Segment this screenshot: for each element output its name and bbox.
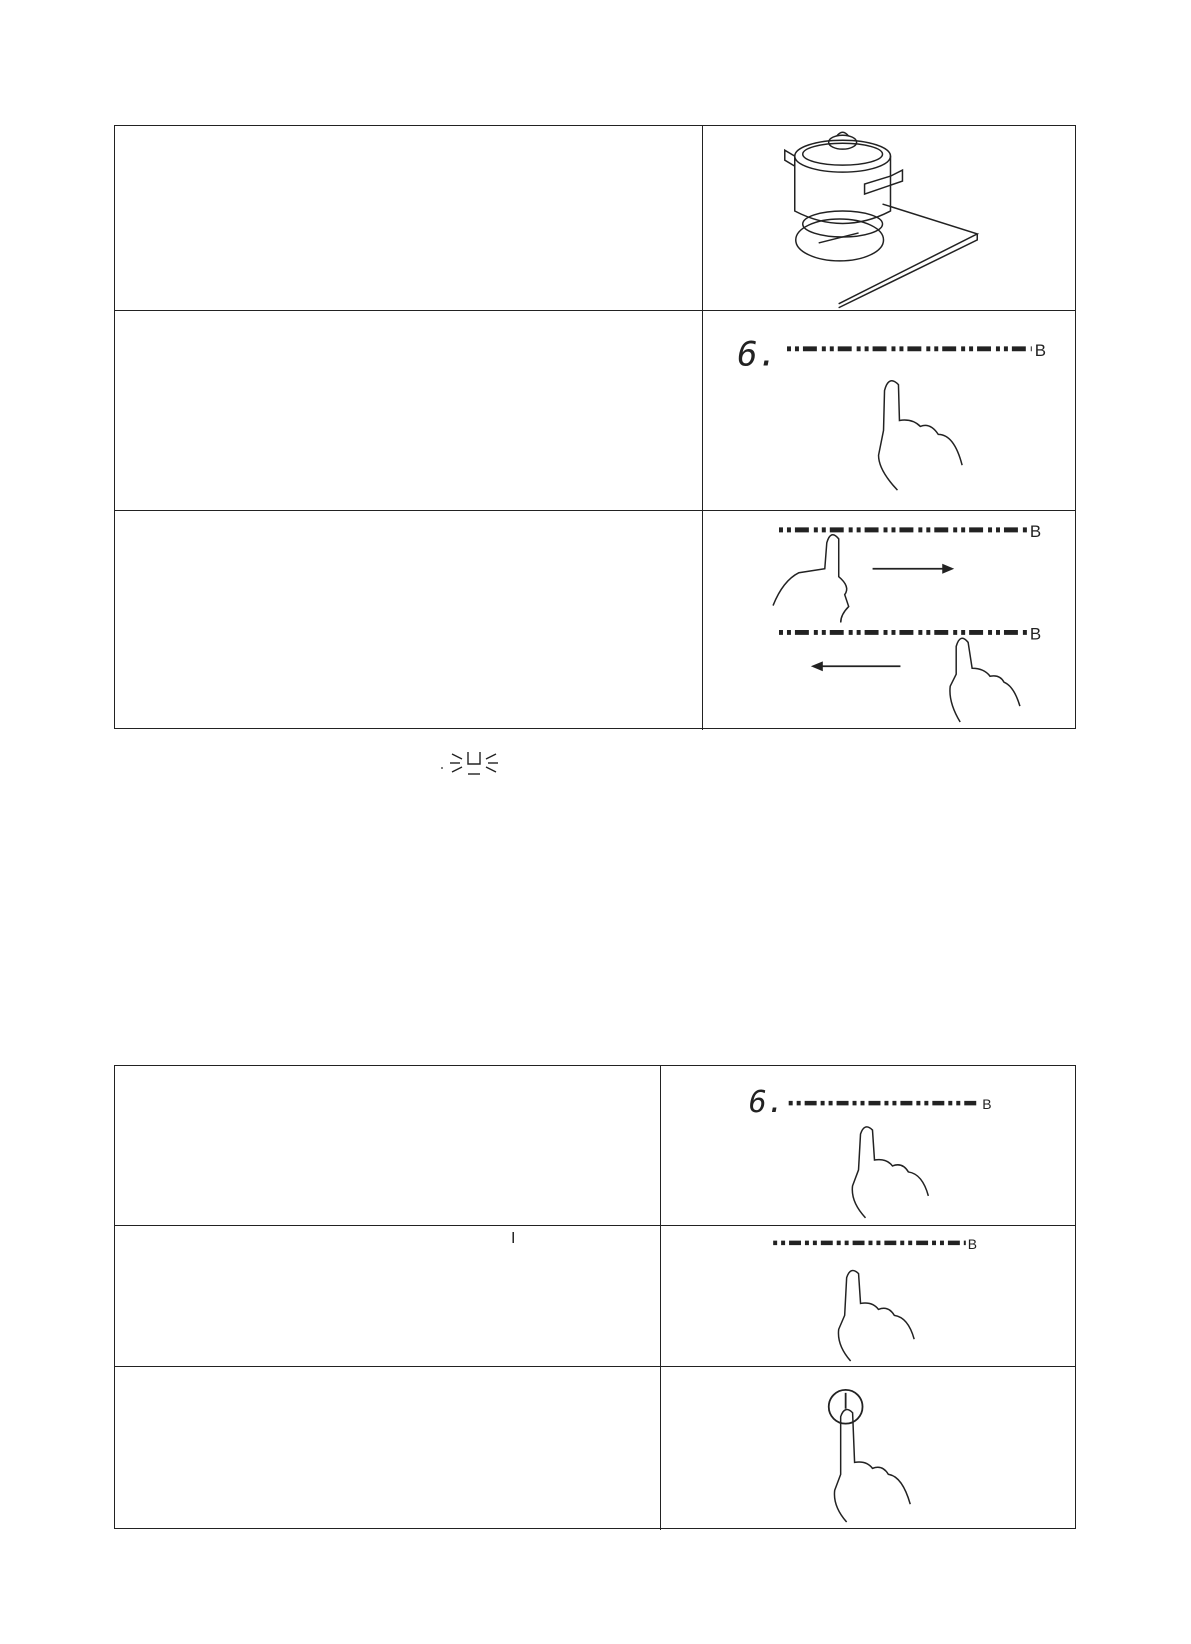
- slider-end-label: B: [967, 1235, 978, 1252]
- table1-row-3-text: [115, 511, 702, 730]
- table1-row-2: [115, 310, 1075, 510]
- table1-row-1: [115, 126, 1075, 310]
- instruction-table-2: [114, 1065, 1076, 1529]
- slider-swipe-illustration: [703, 511, 1075, 730]
- arrow-left-icon: [811, 661, 901, 671]
- table2-row-3-text: [115, 1367, 660, 1530]
- table2-row-2: [115, 1225, 1075, 1366]
- slider-touch-illustration: [661, 1066, 1075, 1225]
- table2-row-3: [115, 1366, 1075, 1530]
- table1-row-2-figure: [702, 311, 1075, 510]
- pot-on-cooking-zone-illustration: [703, 126, 1075, 310]
- inline-glyph: I: [511, 1230, 516, 1247]
- slider-end-label: B: [982, 1096, 992, 1113]
- slider-end-label: B: [1034, 340, 1047, 360]
- table2-row-1: [115, 1066, 1075, 1225]
- power-button-touch-illustration: [661, 1367, 1075, 1530]
- finger-icon: [834, 1410, 910, 1523]
- table1-row-3-figure: [702, 511, 1075, 730]
- flashing-u-indicator-icon: [438, 748, 510, 778]
- slider-end-label-bottom: B: [1029, 624, 1042, 644]
- slider-touch-illustration: [661, 1226, 1075, 1366]
- power-level-display: 6.: [748, 1085, 785, 1121]
- table1-row-2-text: [115, 311, 702, 510]
- table1-row-1-figure: [702, 126, 1075, 310]
- slider-end-label-top: B: [1029, 521, 1042, 541]
- finger-icon: [879, 381, 963, 490]
- flashing-u-indicator: [438, 748, 510, 778]
- table2-row-3-figure: [660, 1367, 1075, 1530]
- arrow-right-icon: [873, 564, 955, 574]
- instruction-table-1: [114, 125, 1076, 729]
- table2-row-2-figure: [660, 1226, 1075, 1366]
- finger-icon: [773, 535, 849, 623]
- finger-icon: [838, 1270, 914, 1361]
- power-button-icon[interactable]: [829, 1390, 863, 1424]
- table1-row-3: [115, 510, 1075, 730]
- slider-touch-illustration: [703, 311, 1075, 510]
- power-level-display: 6.: [737, 334, 778, 374]
- table2-row-1-text: [115, 1066, 660, 1225]
- finger-icon: [852, 1127, 928, 1218]
- table2-row-2-text: [115, 1226, 660, 1366]
- table2-row-1-figure: [660, 1066, 1075, 1225]
- table1-row-1-text: [115, 126, 702, 310]
- finger-icon: [950, 638, 1020, 722]
